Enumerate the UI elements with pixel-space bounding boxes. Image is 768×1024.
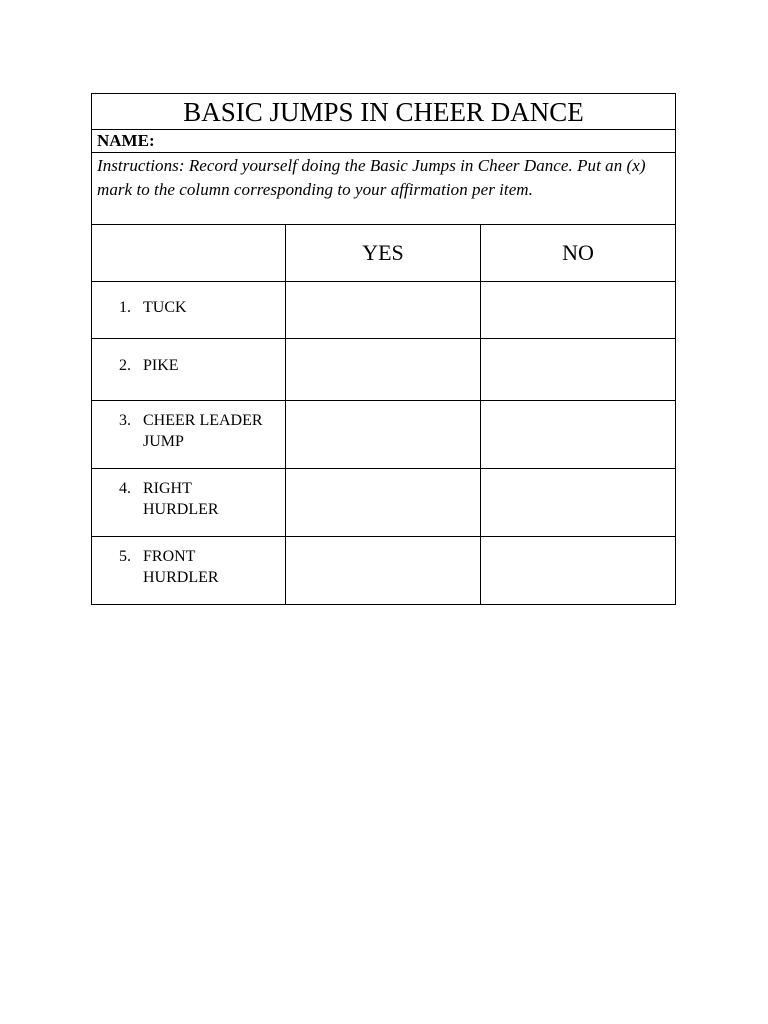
no-column-header: NO <box>481 225 676 282</box>
table-row <box>92 339 676 401</box>
item-number: 4. <box>119 480 131 497</box>
jump-item-cell <box>92 282 286 339</box>
table-row <box>92 282 676 339</box>
no-mark-cell[interactable] <box>481 469 676 537</box>
no-mark-cell[interactable] <box>481 282 676 339</box>
item-label: TUCK <box>143 299 187 316</box>
item-number: 3. <box>119 412 131 429</box>
jumps-checklist-table <box>91 93 676 605</box>
yes-mark-cell[interactable] <box>286 469 481 537</box>
name-row <box>92 130 676 153</box>
item-label: CHEER LEADER JUMP <box>143 412 263 450</box>
item-number: 2. <box>119 357 131 374</box>
column-header-row <box>92 225 676 282</box>
yes-mark-cell[interactable] <box>286 339 481 401</box>
jump-item-cell <box>92 401 286 469</box>
no-mark-cell[interactable] <box>481 339 676 401</box>
jump-item-cell <box>92 339 286 401</box>
item-number: 5. <box>119 548 131 565</box>
yes-mark-cell[interactable] <box>286 401 481 469</box>
no-mark-cell[interactable] <box>481 537 676 605</box>
table-row <box>92 537 676 605</box>
item-label: RIGHT HURDLER <box>143 480 219 518</box>
item-label: PIKE <box>143 357 179 374</box>
item-number: 1. <box>119 299 131 316</box>
jump-item-cell <box>92 469 286 537</box>
name-label[interactable]: NAME: <box>92 130 676 153</box>
worksheet-title: BASIC JUMPS IN CHEER DANCE <box>92 94 676 130</box>
table-row <box>92 401 676 469</box>
title-row <box>92 94 676 130</box>
jump-item-cell <box>92 537 286 605</box>
item-label: FRONT HURDLER <box>143 548 219 586</box>
yes-mark-cell[interactable] <box>286 282 481 339</box>
yes-column-header: YES <box>286 225 481 282</box>
no-mark-cell[interactable] <box>481 401 676 469</box>
table-row <box>92 469 676 537</box>
instructions-text: Instructions: Record yourself doing the Basic Jumps in Cheer Dance. Put an (x) mark to the column corresponding to your affirmation per item. <box>92 153 676 225</box>
item-column-header <box>92 225 286 282</box>
yes-mark-cell[interactable] <box>286 537 481 605</box>
instructions-row <box>92 153 676 225</box>
